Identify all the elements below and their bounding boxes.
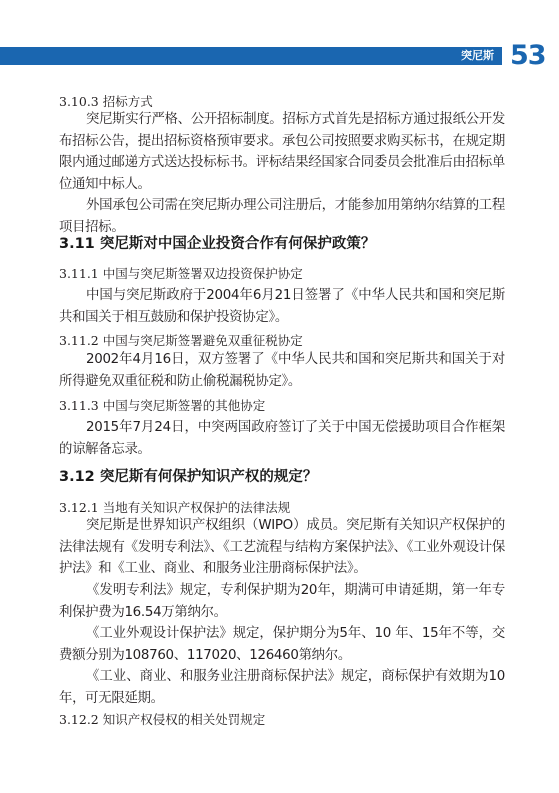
subsection-heading-3-10-3: 3.10.3 招标方式 xyxy=(59,94,153,109)
section-heading-3-12: 3.12 突尼斯有何保护知识产权的规定？ xyxy=(59,469,318,485)
subsection-heading-3-12-2: 3.12.2 知识产权侵权的相关处罚规定 xyxy=(59,712,266,727)
paragraph: 2002年4月16日，双方签署了《中华人民共和国和突尼斯共和国关于对所得避免双重征税和防止偷税漏税协定》。 xyxy=(59,352,505,389)
paragraph: 《工业、商业、和服务业注册商标保护法》规定，商标保护有效期为10年，可无限延期。 xyxy=(59,669,505,706)
paragraph: 2015年7月24日，中突两国政府签订了关于中国无偿援助项目合作框架的谅解备忘录。 xyxy=(59,420,505,457)
subsection-heading-3-11-1: 3.11.1 中国与突尼斯签署双边投资保护协定 xyxy=(59,266,303,281)
paragraph: 外国承包公司需在突尼斯办理公司注册后，才能参加用第纳尔结算的工程项目招标。 xyxy=(59,198,505,235)
paragraph: 《发明专利法》规定，专利保护期为20年，期满可申请延期，第一年专利保护费为16.54万第纳尔。 xyxy=(59,583,505,620)
paragraph: 突尼斯是世界知识产权组织（WIPO）成员。突尼斯有关知识产权保护的法律法规有《发明专利法》、《工艺流程与结构方案保护法》、《工业外观设计保护法》和《工业、商业、和服务业注册商标保护法》。 xyxy=(59,518,505,576)
subsection-heading-3-11-2: 3.11.2 中国与突尼斯签署避免双重征税协定 xyxy=(59,333,303,348)
header-country-label: 突尼斯 xyxy=(461,49,494,62)
header-bar xyxy=(0,47,502,65)
subsection-heading-3-12-1: 3.12.1 当地有关知识产权保护的法律法规 xyxy=(59,500,291,515)
paragraph: 突尼斯实行严格、公开招标制度。招标方式首先是招标方通过报纸公开发布招标公告，提出招标资格预审要求。承包公司按照要求购买标书，在规定期限内通过邮递方式送达投标标书。评标结果经国家合同委员会批准后由招标单位通知中标人。 xyxy=(59,112,505,192)
subsection-heading-3-11-3: 3.11.3 中国与突尼斯签署的其他协定 xyxy=(59,398,266,413)
paragraph: 中国与突尼斯政府于2004年6月21日签署了《中华人民共和国和突尼斯共和国关于相互鼓励和保护投资协定》。 xyxy=(59,288,505,325)
section-heading-3-11: 3.11 突尼斯对中国企业投资合作有何保护政策？ xyxy=(59,236,376,252)
paragraph: 《工业外观设计保护法》规定，保护期分为5年、10 年、15年不等，交费额分别为108760、117020、126460第纳尔。 xyxy=(59,626,505,663)
page-number: 53 xyxy=(510,40,546,71)
